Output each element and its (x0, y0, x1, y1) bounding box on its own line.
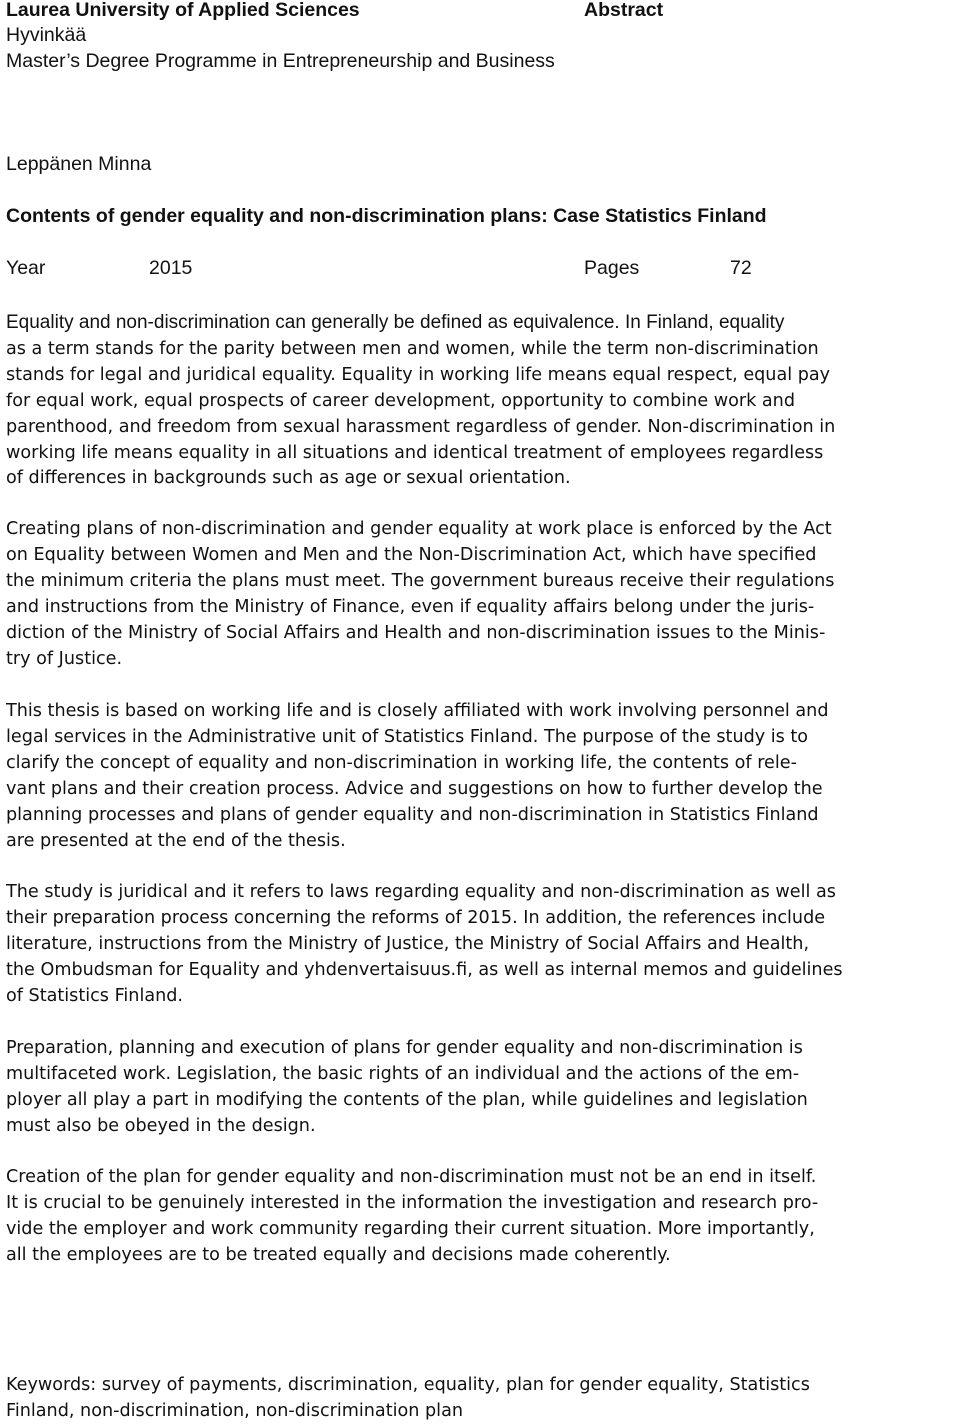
pages-value: 72 (730, 257, 752, 279)
abstract-paragraph-6: Creation of the plan for gender equality and non-discrimination must not be an end in itself. It is crucial to be genuinely interested in the information the investigation and research pro- vide the employer and work community regarding their current situation. More importantly, all the employees are to be treated equally and decisions made coherently. (6, 1167, 819, 1265)
abstract-paragraph-1 (6, 310, 956, 492)
abstract-paragraph-2: Creating plans of non-discrimination and gender equality at work place is enforced by the Act on Equality between Women and Men and the Non-Discrimination Act, which have specified the minimum criteria the plans must meet. The government bureaus receive their regulations and instructions from the Ministry of Finance, even if equality affairs belong under the juris- diction of the Ministry of Social Affairs and Health and non-discrimination issues to the Minis- try of Justice. (6, 519, 835, 669)
programme: Master’s Degree Programme in Entrepreneurship and Business (6, 50, 555, 72)
year-label: Year (6, 257, 46, 279)
year-value: 2015 (149, 257, 193, 279)
abstract-paragraph-4: The study is juridical and it refers to laws regarding equality and non-discrimination as well as their preparation process concerning the reforms of 2015. In addition, the references include literature, instructions from the Ministry of Justice, the Ministry of Social Affairs and Health, the Ombudsman for Equality and yhdenvertaisuus.fi, as well as internal memos and guidelines of Statistics Finland. (6, 882, 843, 1006)
author-name: Leppänen Minna (6, 153, 152, 175)
meta-row (6, 255, 956, 281)
document-type: Abstract (584, 0, 664, 21)
abstract-paragraph-5: Preparation, planning and execution of plans for gender equality and non-discrimination is multifaceted work. Legislation, the basic rights of an individual and the actions of the em- ployer all play a part in modifying the contents of the plan, while guidelines and legislation must also be obeyed in the design. (6, 1038, 808, 1136)
abstract-paragraph-3: This thesis is based on working life and is closely affiliated with work involving personnel and legal services in the Administrative unit of Statistics Finland. The purpose of the study is to clarify the concept of equality and non-discrimination in working life, the contents of rele- vant plans and their creation process. Advice and suggestions on how to further develop the planning processes and plans of gender equality and non-discrimination in Statistics Finland are presented at the end of the thesis. (6, 701, 829, 851)
pages-label: Pages (584, 257, 640, 279)
abstract-paragraph-1-lead: Equality and non-discrimination can generally be defined as equivalence. In Finland, equality (6, 312, 785, 333)
thesis-title: Contents of gender equality and non-discrimination plans: Case Statistics Finland (6, 205, 767, 227)
abstract-paragraph-1-rest: as a term stands for the parity between men and women, while the term non-discrimination stands for legal and juridical equality. Equality in working life means equal respect, equal pay for equal work, equal prospects of career development, opportunity to combine work and parenthood, and freedom from sexual harassment regardless of gender. Non-discrimination in working life means equality in all situations and identical treatment of employees regardless of differences in backgrounds such as age or sexual orientation. (6, 338, 836, 489)
keywords: Keywords: survey of payments, discrimination, equality, plan for gender equality, Statistics Finland, non-discrimination, non-discrimination plan (6, 1375, 810, 1421)
campus: Hyvinkää (6, 24, 87, 46)
university-name: Laurea University of Applied Sciences (6, 0, 360, 21)
header-row-university (6, 0, 956, 23)
